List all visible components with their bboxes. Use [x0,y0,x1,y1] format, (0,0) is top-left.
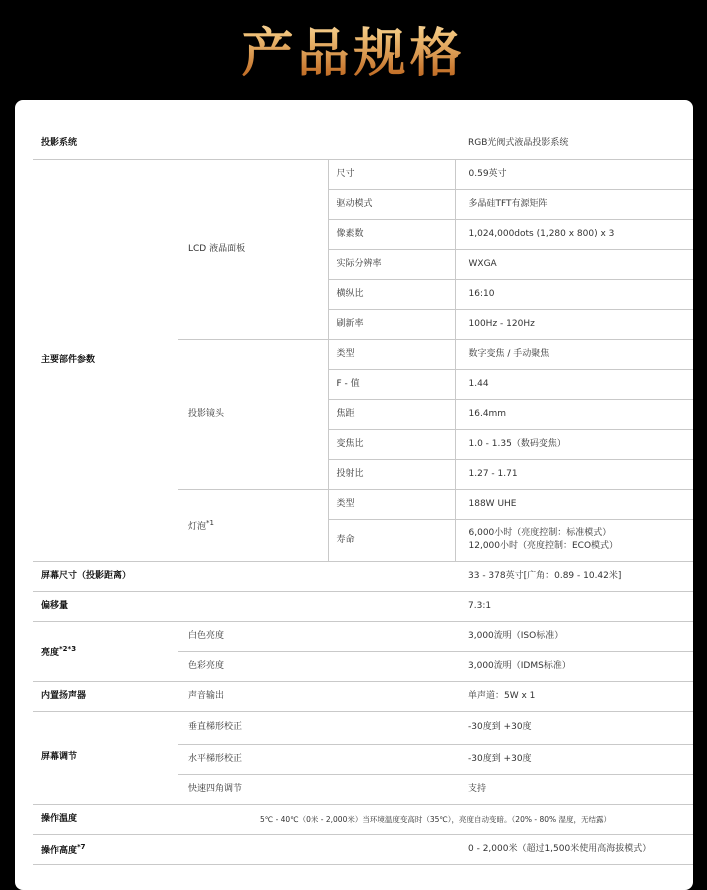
group-lamp-label: 灯泡 [188,521,207,532]
table-row [33,834,693,864]
table-row [33,681,693,711]
row-value: 33 - 378英寸[广角：0.89 - 10.42米] [455,561,693,591]
table-row [33,159,693,189]
spec-value: 1.27 - 1.71 [455,459,693,489]
spec-key: 变焦比 [328,429,455,459]
spec-key: 色彩亮度 [178,651,455,681]
group-lcd: LCD 液晶面板 [178,159,328,339]
spec-value: 100Hz - 120Hz [455,309,693,339]
row-label: 屏幕调节 [33,711,178,804]
table-row [33,804,693,834]
spec-value: 0.59英寸 [455,159,693,189]
spec-key: 类型 [328,489,455,519]
spec-key: 像素数 [328,219,455,249]
spec-key: 类型 [328,339,455,369]
table-row [33,129,693,159]
row-label: 内置扬声器 [33,681,178,711]
spec-value: 3,000流明（IDMS标准） [455,651,693,681]
spec-value: 16.4mm [455,399,693,429]
spec-key: 投射比 [328,459,455,489]
row-value: RGB光阀式液晶投影系统 [455,129,693,159]
table-row [33,561,693,591]
spec-value: 单声道：5W x 1 [455,681,693,711]
group-lens: 投影镜头 [178,339,328,489]
page-title: 产品规格 [0,0,707,96]
row-value: 5℃ - 40℃（0米 - 2,000米）当环境温度变高时（35℃），亮度自动变暗。（20% - 80% 湿度，无结露） [178,804,693,834]
spec-key: 寿命 [328,519,455,561]
spec-table [33,129,693,865]
spec-key: 刷新率 [328,309,455,339]
row-label: 偏移量 [33,591,455,621]
spec-value: 多晶硅TFT有源矩阵 [455,189,693,219]
spec-key: 实际分辨率 [328,249,455,279]
spec-key: 横纵比 [328,279,455,309]
spec-value: 3,000流明（ISO标准） [455,621,693,651]
spec-key: 焦距 [328,399,455,429]
row-label [33,834,455,864]
row-label: 操作温度 [33,804,178,834]
lamp-life-line-2: 12,000小时（亮度控制：ECO模式） [468,541,619,551]
spec-key: 白色亮度 [178,621,455,651]
spec-key: 快速四角调节 [178,774,455,804]
spec-key: 水平梯形校正 [178,744,455,774]
spec-key: 驱动模式 [328,189,455,219]
spec-key: 尺寸 [328,159,455,189]
footnote-mark: *7 [77,842,86,851]
spec-key: 垂直梯形校正 [178,711,455,744]
spec-value: 1.0 - 1.35（数码变焦） [455,429,693,459]
spec-key: F - 值 [328,369,455,399]
spec-value: WXGA [455,249,693,279]
altitude-label: 操作高度 [41,845,78,856]
table-row [33,711,693,744]
lamp-life-line-1: 6,000小时（亮度控制：标准模式） [468,528,612,538]
spec-card [15,100,693,890]
footnote-mark: *2*3 [59,644,77,653]
brightness-label: 亮度 [41,647,60,658]
row-label: 投影系统 [33,129,455,159]
row-value: 0 - 2,000米（超过1,500米使用高海拔模式） [455,834,693,864]
spec-value: 16:10 [455,279,693,309]
spec-value [455,519,693,561]
table-row [33,591,693,621]
spec-key: 声音输出 [178,681,455,711]
table-row [33,621,693,651]
spec-value: -30度到 +30度 [455,711,693,744]
spec-value: 188W UHE [455,489,693,519]
spec-value: -30度到 +30度 [455,744,693,774]
spec-value: 数字变焦 / 手动聚焦 [455,339,693,369]
row-value: 7.3:1 [455,591,693,621]
group-lamp [178,489,328,561]
row-label [33,621,178,681]
section-main: 主要部件参数 [33,159,178,561]
row-label: 屏幕尺寸（投影距离） [33,561,455,591]
footnote-mark: *1 [206,518,214,527]
spec-value: 支持 [455,774,693,804]
spec-value: 1,024,000dots (1,280 x 800) x 3 [455,219,693,249]
spec-value: 1.44 [455,369,693,399]
